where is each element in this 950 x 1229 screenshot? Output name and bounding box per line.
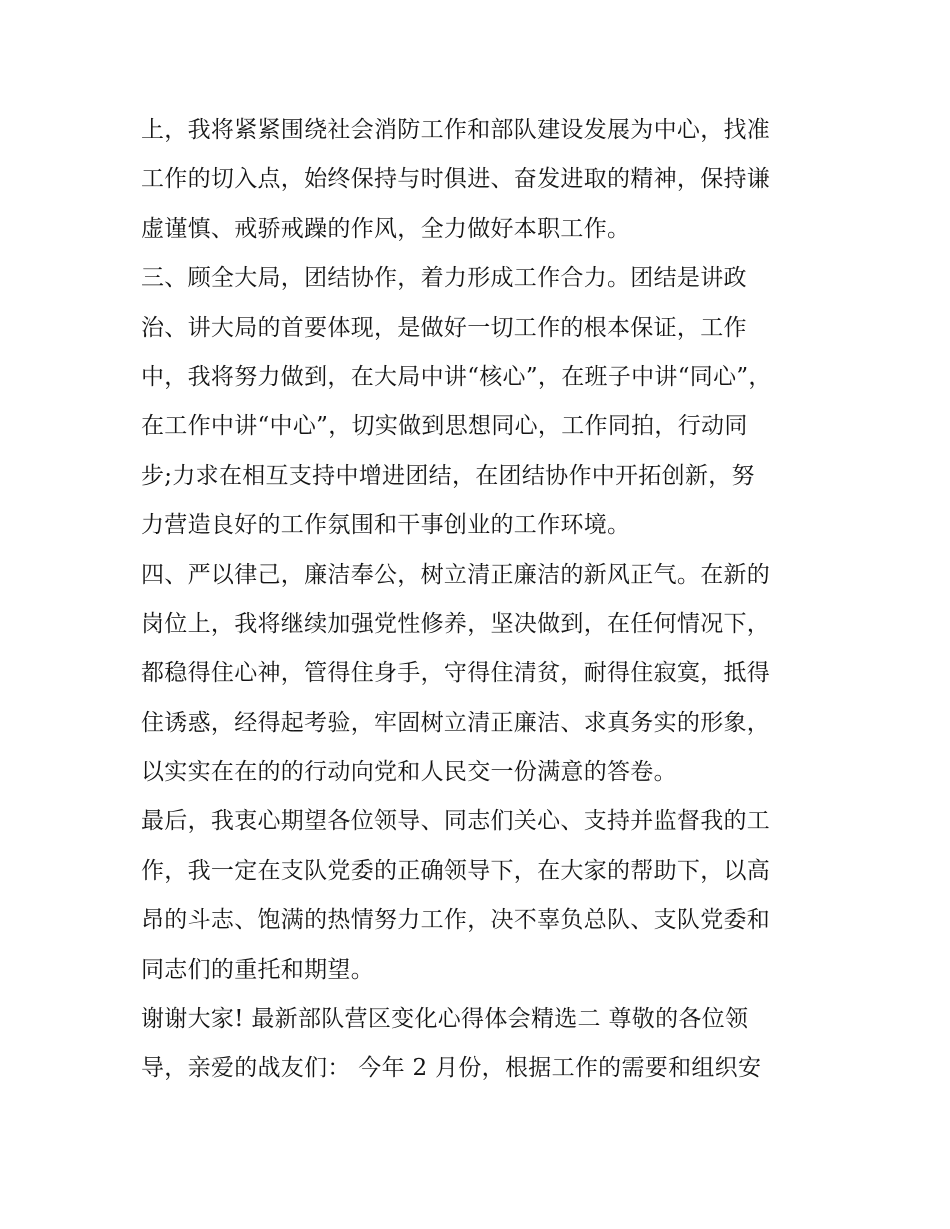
text-line: 步;力求在相互支持中增进团结，在团结协作中开拓创新，努 (141, 462, 755, 489)
text-line: 治、讲大局的首要体现，是做好一切工作的根本保证，工作 (141, 314, 747, 341)
text-line: 导，亲爱的战友们： 今年 2 月份，根据工作的需要和组织安 (141, 1055, 762, 1082)
text-line: 力营造良好的工作氛围和干事创业的工作环境。 (141, 512, 631, 539)
text-line: 岗位上，我将继续加强党性修养，坚决做到，在任何情况下， (141, 610, 771, 637)
text-line: 以实实在在的的行动向党和人民交一份满意的答卷。 (141, 759, 677, 786)
text-line: 中，我将努力做到，在大局中讲“核心”，在班子中讲“同心”， (141, 363, 772, 390)
text-line: 虚谨慎、戒骄戒躁的作风，全力做好本职工作。 (141, 215, 631, 242)
text-line: 作，我一定在支队党委的正确领导下，在大家的帮助下，以高 (141, 857, 771, 884)
text-line: 同志们的重托和期望。 (141, 956, 374, 983)
text-line: 都稳得住心神，管得住身手，守得住清贫，耐得住寂寞，抵得 (141, 660, 771, 687)
text-line: 三、顾全大局，团结协作，着力形成工作合力。团结是讲政 (141, 265, 747, 292)
text-line: 上，我将紧紧围绕社会消防工作和部队建设发展为中心，找准 (141, 117, 771, 143)
text-line: 四、严以律己，廉洁奉公，树立清正廉洁的新风正气。在新的 (141, 561, 771, 588)
text-line: 住诱惑，经得起考验，牢固树立清正廉洁、求真务实的形象， (141, 709, 771, 736)
document-body (141, 106, 821, 1094)
text-line: 谢谢大家! 最新部队营区变化心得体会精选二 尊敬的各位领 (141, 1006, 749, 1033)
text-line: 最后，我衷心期望各位领导、同志们关心、支持并监督我的工 (141, 808, 771, 835)
text-line: 在工作中讲“中心”，切实做到思想同心，工作同拍，行动同 (141, 413, 748, 440)
text-line: 昂的斗志、饱满的热情努力工作，决不辜负总队、支队党委和 (141, 907, 771, 934)
text-line: 工作的切入点，始终保持与时俱进、奋发进取的精神，保持谦 (141, 166, 771, 193)
